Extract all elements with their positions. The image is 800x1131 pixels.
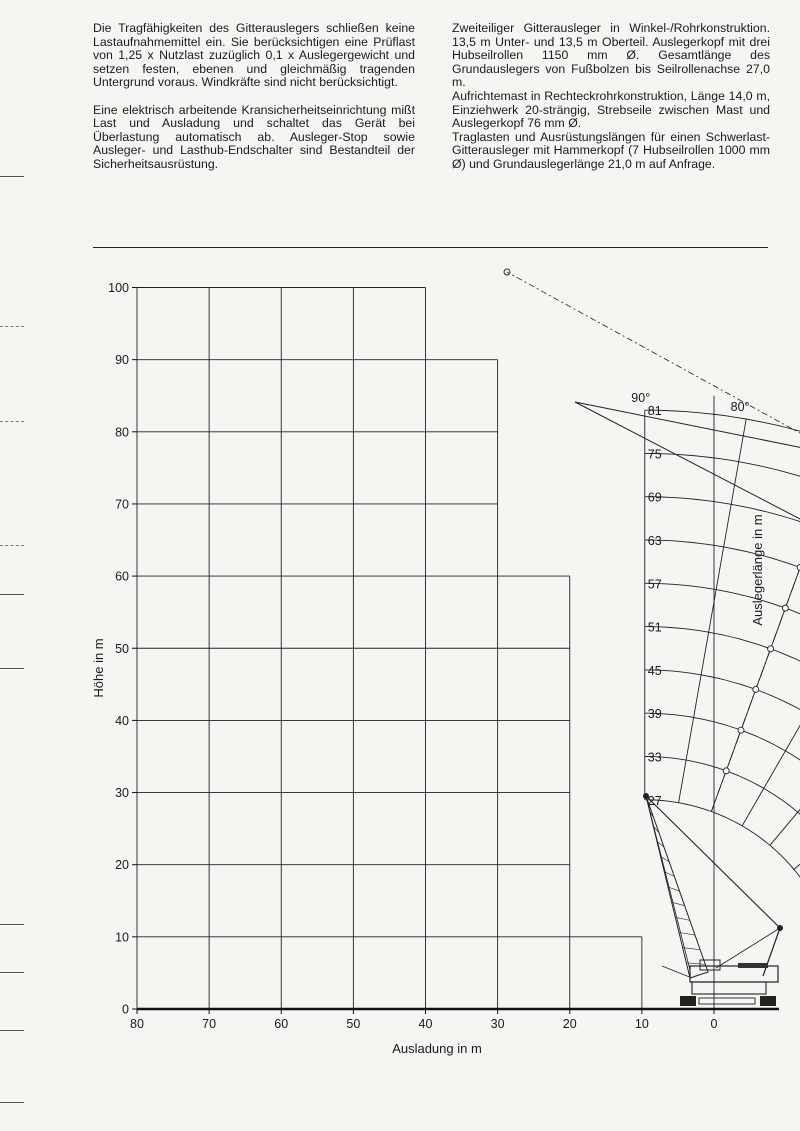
paragraph-heavy-boom: Traglasten und Ausrüstungslängen für einen Schwerlast-Gitterausleger mit Hammerkopf (7 Hubseilrollen 1000 mm Ø) und Grundauslegerlänge 21,0 m auf Anfrage. — [452, 129, 770, 171]
y-tick-label: 100 — [108, 281, 129, 295]
boom-length-arc — [645, 800, 800, 928]
base-boom-lacing — [683, 948, 700, 950]
boom-length-arc — [645, 410, 800, 795]
boom-joint-marker — [782, 605, 788, 611]
boom-length-axis-title: Auslegerlänge in m — [750, 514, 765, 626]
crawler-track-left — [680, 996, 696, 1006]
boom-length-arc — [645, 583, 800, 854]
boom-angle-ray — [770, 547, 800, 845]
y-tick-label: 10 — [115, 930, 129, 945]
y-tick-label: 30 — [115, 786, 129, 801]
boom-extension-line — [507, 272, 800, 456]
boom-length-label: 81 — [647, 404, 662, 419]
x-tick-label: 10 — [634, 1017, 649, 1031]
boom-joint-marker — [768, 646, 774, 652]
boom-length-label: 57 — [647, 577, 662, 592]
paragraph-load-capacity: Die Tragfähigkeiten des Gitterauslegers schließen keine Lastaufnahmemittel ein. Sie berücksichtigen eine Prüflast von 1,25 x Nutzlast zuzüglich 0,1 x Auslegergewicht und setzen festen, ebenen und gleichmäßig tragenden Untergrund voraus. Windkräfte sind nicht berücksichtigt. — [93, 21, 415, 90]
pendant-line — [646, 793, 780, 928]
y-tick-label: 50 — [115, 641, 129, 656]
boom-length-label: 39 — [647, 707, 662, 722]
paragraph-safety-system: Eine elektrisch arbeitende Kransicherheitseinrichtung mißt Last und Ausladung und schaltet das Gerät bei Überlastung automatisch ab. Ausleger-Stop sowie Ausleger- und Lasthub-Endschalter sind Bestandteil der Sicherheitsausrüstung. — [93, 102, 415, 171]
boom-length-arcs — [645, 410, 800, 928]
crawler-track-right — [760, 996, 776, 1006]
y-tick-label: 60 — [115, 569, 129, 584]
boom-length-label: 63 — [647, 534, 662, 549]
x-tick-label: 50 — [346, 1017, 361, 1031]
paragraph-gantry-mast: Aufrichtemast in Rechteckrohrkonstruktion, Länge 14,0 m, Einziehwerk 20-strängig, Strebseile zwischen Mast und Auslegerkopf 76 mm Ø. — [452, 88, 770, 131]
counterweight — [738, 963, 768, 968]
boom-head-guy — [575, 402, 800, 527]
gantry-strut — [716, 928, 780, 968]
chart-labels — [91, 281, 800, 1056]
x-tick-label: 30 — [490, 1017, 505, 1031]
boom-angle-label: 80° — [730, 400, 750, 415]
boom-length-label: 69 — [647, 490, 662, 505]
y-tick-label: 0 — [122, 1002, 129, 1017]
boom-length-label: 45 — [647, 663, 662, 678]
y-tick-label: 20 — [115, 858, 129, 873]
boom-length-label: 75 — [647, 447, 662, 462]
crawler-frame — [699, 998, 755, 1004]
boom-joint-marker — [753, 686, 759, 692]
boom-joint-marker — [723, 768, 729, 774]
boom-length-arc — [645, 627, 800, 869]
crane-cab — [700, 960, 720, 970]
x-axis-title: Ausladung in m — [392, 1041, 482, 1056]
y-tick-label: 80 — [115, 425, 129, 440]
y-axis-title: Höhe in m — [91, 638, 106, 698]
boom-length-label: 51 — [647, 620, 662, 635]
boom-angle-ray — [711, 445, 800, 811]
base-boom-outline — [646, 793, 708, 978]
boom-length-label: 27 — [647, 793, 662, 808]
x-tick-label: 40 — [418, 1017, 433, 1031]
boom-length-arc — [645, 540, 800, 839]
base-boom — [646, 793, 708, 978]
mast-sheave — [777, 925, 783, 931]
x-tick-label: 70 — [202, 1017, 217, 1031]
base-boom-lacing — [686, 963, 705, 965]
boom-joint-marker — [738, 727, 744, 733]
x-tick-label: 60 — [274, 1017, 289, 1031]
boom-length-label: 33 — [647, 750, 662, 765]
boom-angle-rays — [645, 410, 800, 928]
x-tick-label: 20 — [562, 1017, 577, 1031]
paragraph-lattice-boom: Zweiteiliger Gitterausleger in Winkel-/Rohrkonstruktion. 13,5 m Unter- und 13,5 m Oberteil. Auslegerkopf mit drei Hubseilrollen 1150 mm Ø. Gesamtlänge des Grundauslegers von Fußbolzen bis Seilrollenachse 27,0 m. — [452, 21, 770, 90]
crane-drawing — [504, 269, 800, 1006]
x-tick-label: 80 — [130, 1017, 144, 1031]
hoist-line — [646, 793, 690, 970]
y-tick-label: 40 — [115, 713, 129, 728]
x-tick-label: 0 — [710, 1017, 718, 1031]
boom-angle-label: 90° — [631, 391, 651, 406]
boom-angle-ray — [794, 619, 800, 869]
boom-angle-ray — [679, 419, 747, 803]
boom-length-arc — [645, 497, 800, 825]
undercarriage — [692, 982, 766, 994]
y-tick-label: 70 — [115, 497, 129, 512]
y-tick-label: 90 — [115, 353, 129, 368]
